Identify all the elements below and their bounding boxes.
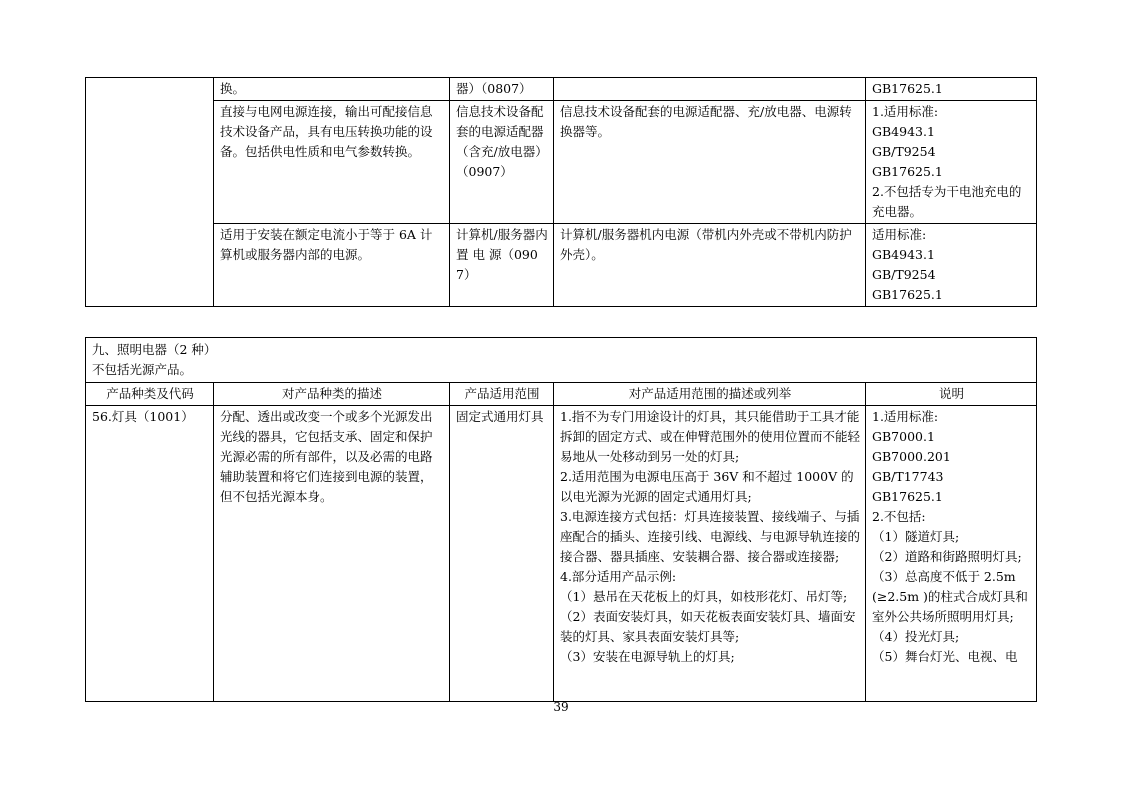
scope-cell: 计算机/服务器内 置 电 源（0907） — [450, 224, 554, 307]
scope-desc-cell: 计算机/服务器机内电源（带机内外壳或不带机内防护外壳）。 — [554, 224, 866, 307]
notes-cell: 1.适用标准: GB4943.1 GB/T9254 GB17625.1 2.不包括专为干电池充电的充电器。 — [866, 101, 1037, 224]
notes-cell: GB17625.1 — [866, 78, 1037, 101]
column-header-row — [86, 383, 1037, 406]
section-note: 不包括光源产品。 — [92, 362, 193, 377]
section-header-cell — [86, 338, 1037, 383]
description-cell: 换。 — [214, 78, 450, 101]
section-header-row — [86, 338, 1037, 383]
lighting-table — [85, 337, 1037, 702]
table-row — [86, 101, 1037, 224]
scope-cell: 固定式通用灯具 — [450, 406, 554, 702]
page-number: 39 — [553, 700, 569, 714]
scope-cell: 器）（0807） — [450, 78, 554, 101]
header-notes: 说明 — [866, 383, 1037, 406]
notes-cell: 适用标准: GB4943.1 GB/T9254 GB17625.1 — [866, 224, 1037, 307]
top-table — [85, 77, 1037, 307]
code-cell: 56.灯具（1001） — [86, 406, 214, 702]
empty-code-cell — [86, 78, 214, 307]
scope-desc-cell: 1.指不为专门用途设计的灯具，其只能借助于工具才能拆卸的固定方式、或在伸臂范围外的使用位置而不能轻易地从一处移动到另一处的灯具; 2.适用范围为电源电压高于 36V 和不超过 1000V 的以电光源为光源的固定式通用灯具; 3.电源连接方式包括：灯具连接装置、接线端子、与插座配合的插头、连接引线、电源线、与电源导轨连接的接合器、器具插座、安装耦合器、接合器或连接器; 4.部分适用产品示例: （1）悬吊在天花板上的灯具，如枝形花灯、吊灯等; （2）表面安装灯具，如天花板表面安装灯具、墙面安装的灯具、家具表面安装灯具等; （3）安装在电源导轨上的灯具; — [554, 406, 866, 702]
header-code: 产品种类及代码 — [86, 383, 214, 406]
description-cell: 适用于安装在额定电流小于等于 6A 计算机或服务器内部的电源。 — [214, 224, 450, 307]
table-row — [86, 406, 1037, 702]
description-cell: 直接与电网电源连接，输出可配接信息技术设备产品，具有电压转换功能的设备。包括供电性质和电气参数转换。 — [214, 101, 450, 224]
header-scope: 产品适用范围 — [450, 383, 554, 406]
notes-cell: 1.适用标准: GB7000.1 GB7000.201 GB/T17743 GB17625.1 2.不包括: （1）隧道灯具; （2）道路和街路照明灯具; （3）总高度不低于 2.5m (≥2.5m )的柱式合成灯具和室外公共场所照明用灯具; （4）投光灯具; （5）舞台灯光、电视、电 — [866, 406, 1037, 702]
section-title: 九、照明电器（2 种） — [92, 342, 217, 357]
description-cell: 分配、透出或改变一个或多个光源发出光线的器具，它包括支承、固定和保护光源必需的所有部件，以及必需的电路辅助装置和将它们连接到电源的装置，但不包括光源本身。 — [214, 406, 450, 702]
scope-desc-cell: 信息技术设备配套的电源适配器、充/放电器、电源转换器等。 — [554, 101, 866, 224]
scope-desc-cell — [554, 78, 866, 101]
header-description: 对产品种类的描述 — [214, 383, 450, 406]
table-row — [86, 224, 1037, 307]
table-row — [86, 78, 1037, 101]
header-scope-desc: 对产品适用范围的描述或列举 — [554, 383, 866, 406]
scope-cell: 信息技术设备配套的电源适配器（含充/放电器）（0907） — [450, 101, 554, 224]
